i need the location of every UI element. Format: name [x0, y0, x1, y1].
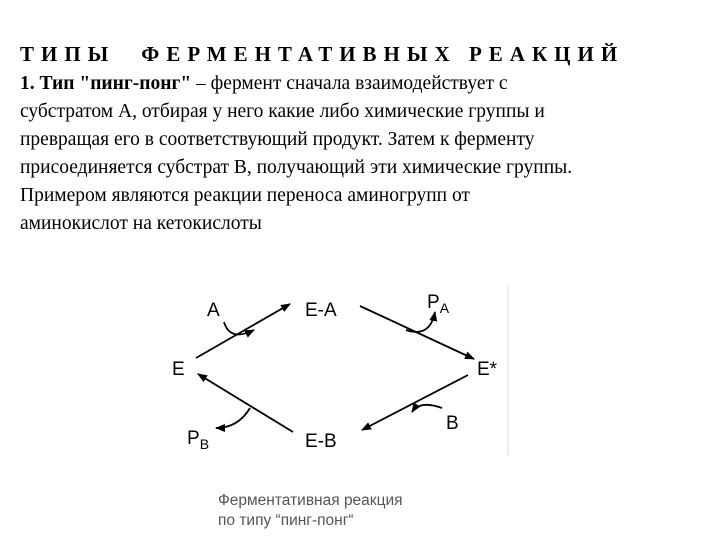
caption-line-2: по типу “пинг-понг“: [218, 512, 354, 529]
label-product-pb: $P_B$: [187, 428, 210, 452]
label-enzyme-b-complex: E-B: [305, 431, 337, 452]
paragraph-line-1: [20, 70, 710, 98]
caption-line-1: Ферментативная реакция: [218, 492, 403, 509]
paragraph-line-3: превращая его в соответствующий продукт. Затем к ферменту: [20, 129, 535, 150]
diagram-caption: [218, 492, 403, 529]
heading-word-types: ТИПЫ: [20, 42, 116, 66]
substrate-b-entry-arrow: [412, 405, 442, 412]
label-enzyme-e: E: [172, 359, 185, 380]
arrow-eb-to-e: [198, 374, 293, 432]
paragraph-line-4: присоединяется субстрат В, получающий эти химические группы.: [20, 157, 573, 178]
ping-pong-reaction-diagram: [150, 280, 530, 540]
label-enzyme-a-complex: E-A: [305, 300, 337, 321]
label-modified-enzyme: E*: [477, 359, 498, 380]
heading-word-reactions: РЕАКЦИЙ: [468, 42, 625, 66]
ping-pong-type-label: 1. Тип "пинг-понг": [20, 73, 192, 94]
product-pb-exit-arrow: [216, 408, 250, 428]
label-substrate-a: A: [207, 300, 220, 321]
heading-word-enzymatic: ФЕРМЕНТАТИВНЫХ: [141, 42, 457, 66]
paragraph-line-1-rest: – фермент сначала взаимодействует с: [191, 73, 508, 94]
paragraph-line-2: субстратом А, отбирая у него какие либо химические группы и: [20, 101, 545, 122]
label-product-pa: $P_A$: [427, 292, 450, 316]
description-paragraph: [20, 70, 710, 238]
paragraph-line-6: аминокислот на кетокислоты: [20, 213, 262, 234]
page-heading: [20, 42, 624, 67]
paragraph-line-5: Примером являются реакции переноса аминогрупп от: [20, 185, 470, 206]
label-substrate-b: B: [446, 413, 459, 434]
